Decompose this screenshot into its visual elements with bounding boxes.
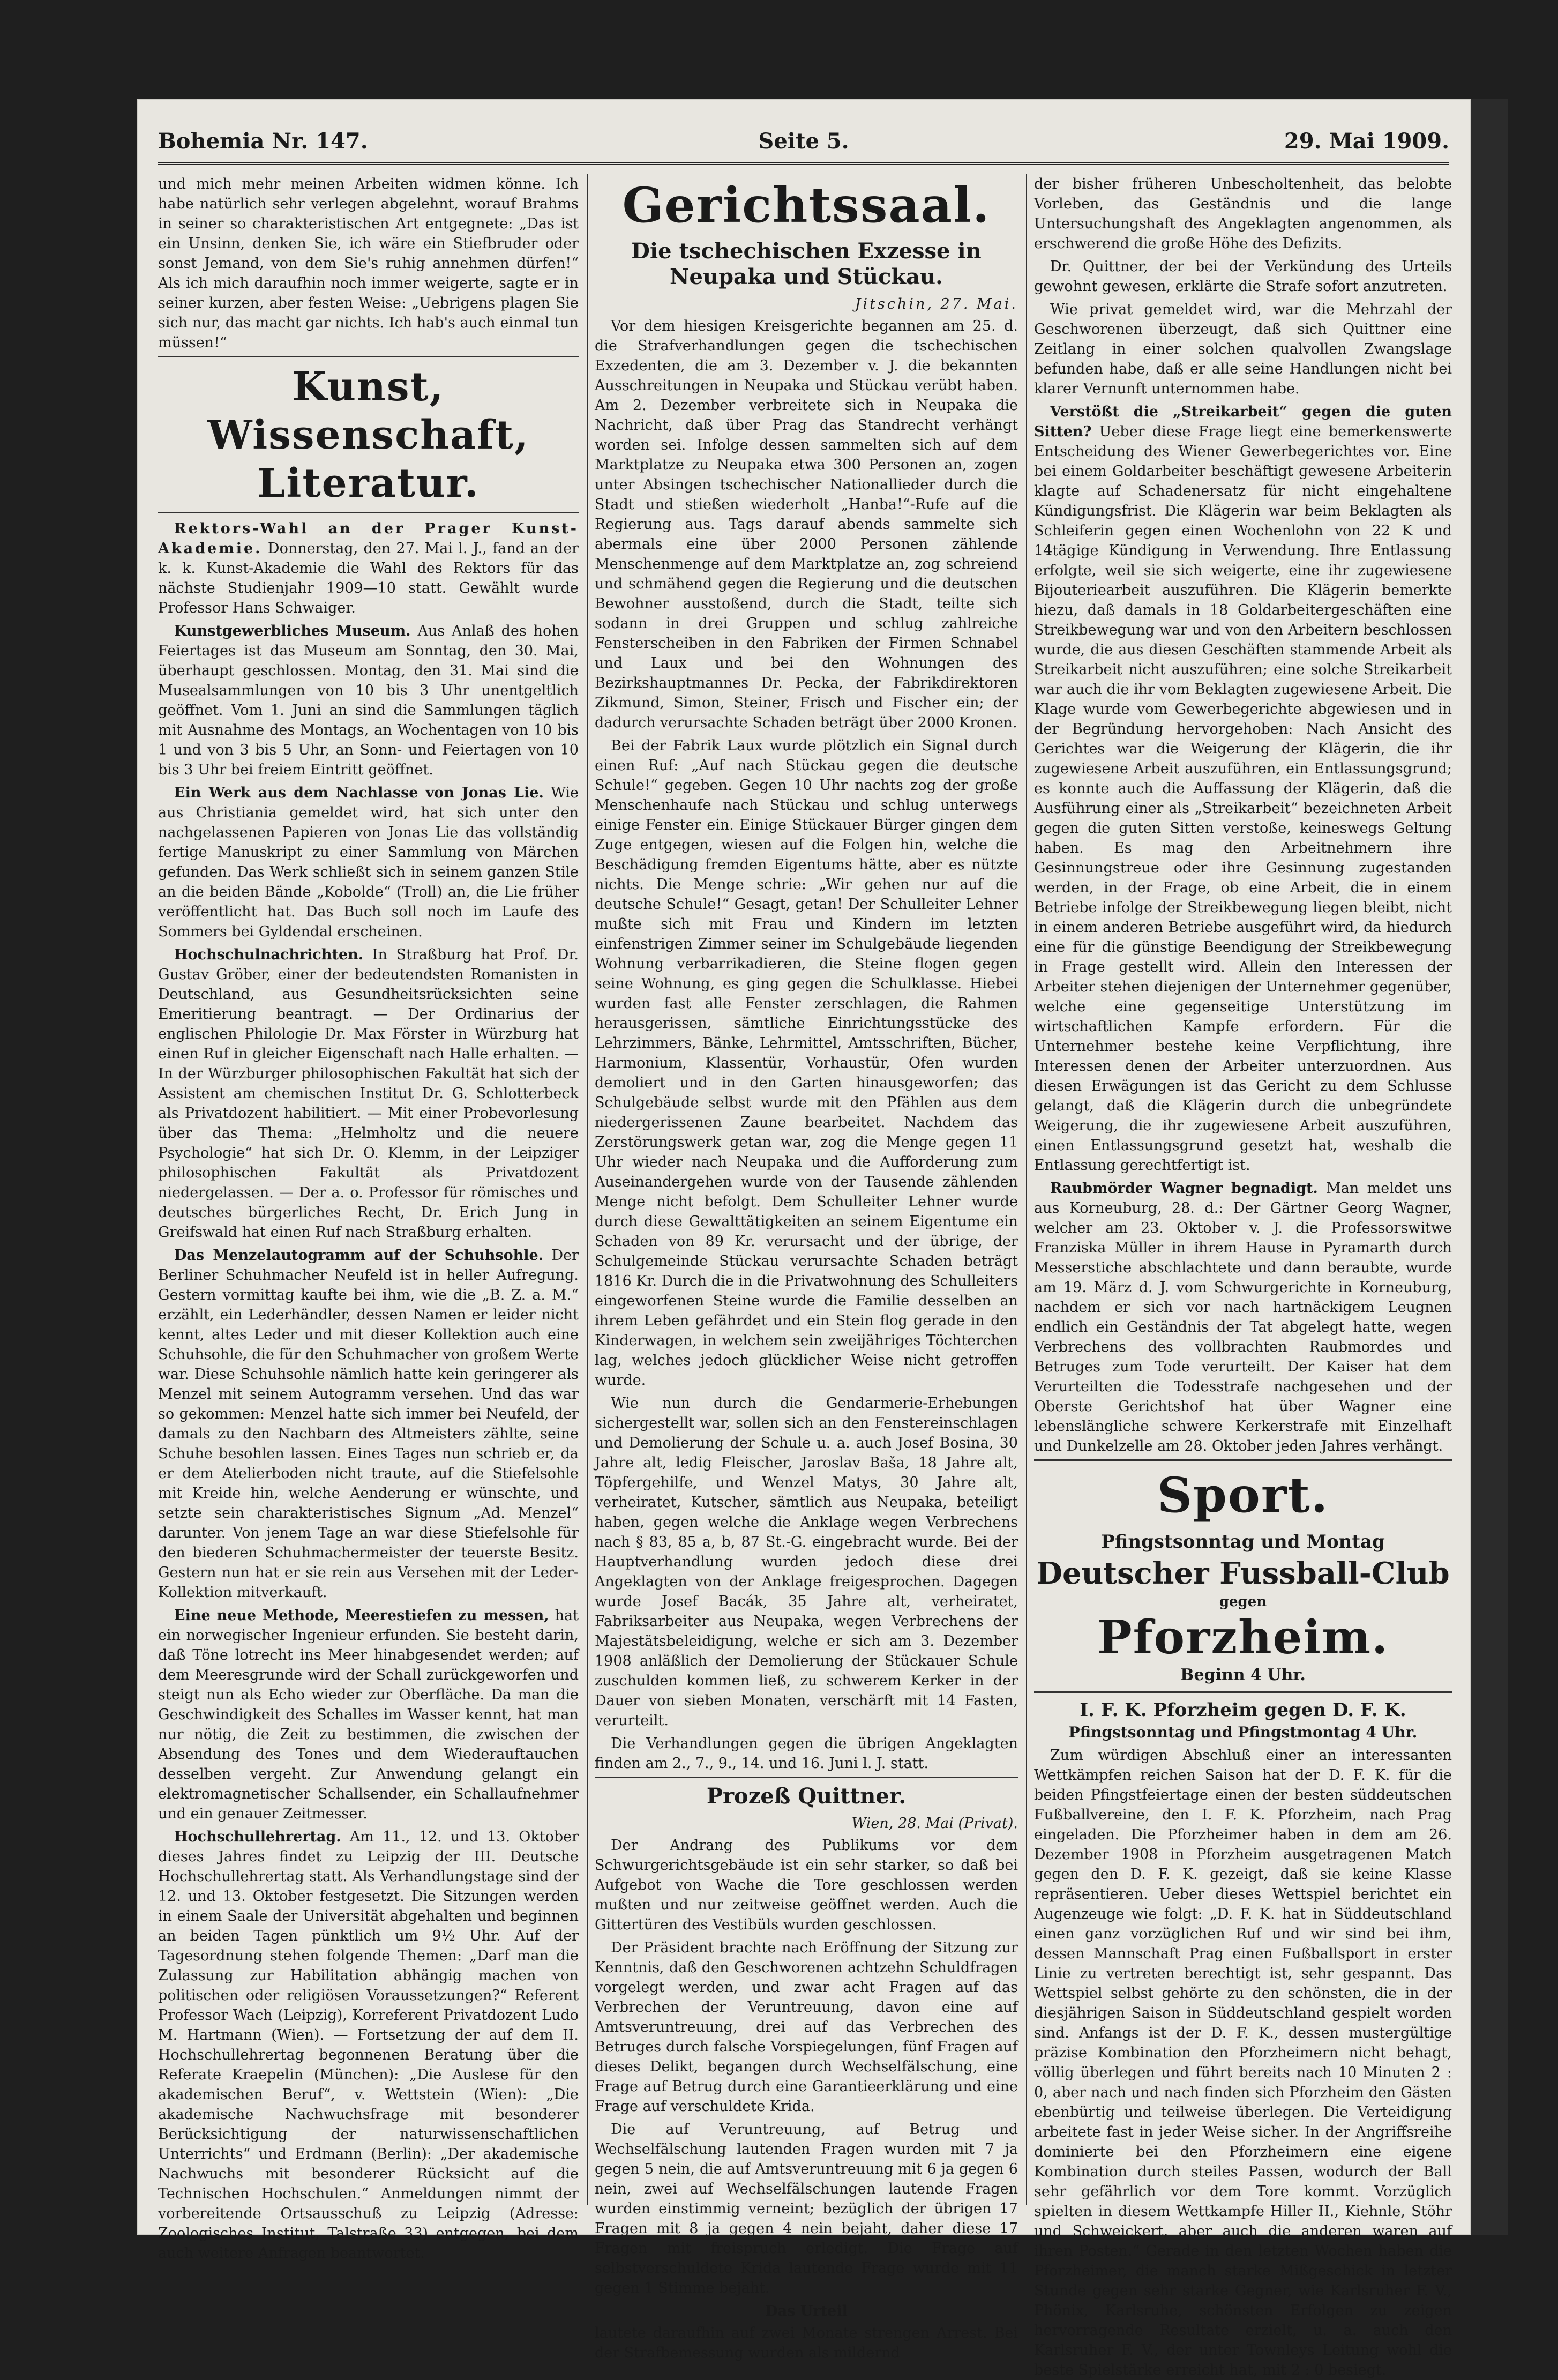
- article-paragraph: Vor dem hiesigen Kreisgerichte begannen am 25. d. die Strafverhandlungen gegen die tschechischen Exzedenten, die am 3. Dezember v. J. die bekannten Ausschreitungen in Neupaka und Stückau verübt haben. Am 2. Dezember verbreitete sich in Neupaka die Nachricht, daß über Prag das Standrecht verhängt worden sei. Infolge dessen sammelten sich auf dem Marktplatze zu Neupaka etwa 300 Personen an, zogen unter Absingen tschechischer Nationallieder durch die Stadt und stießen wiederholt „Hanba!“-Rufe auf die Regierung aus. Tags darauf abends sammelte sich abermals eine über 2000 Personen zählende Menschenmenge auf dem Marktplatze an, zog schreiend und schmähend gegen die Regierung und die deutschen Bewohner ausstoßend, durch die Stadt, teilte sich sodann in drei Gruppen und schlug zahlreiche Fensterscheiben in den Fabriken der Firmen Schnabel und Laux und bei den Wohnungen des Bezirkshauptmannes Dr. Pecka, der Fabrikdirektoren Zikmund, Simon, Steiner, Frisch und Fischer ein; der dadurch verursachte Schaden beträgt über 2000 Kronen.: [595, 318, 1018, 731]
- section-title-sport: Sport.: [1157, 1467, 1329, 1524]
- article-lead: Kunstgewerbliches Museum.: [174, 623, 411, 639]
- article-body: Aus Anlaß des hohen Feiertages ist das Museum am Sonntag, den 30. Mai, überhaupt geschlossen. Montag, den 31. Mai sind die Musealsammlungen von 10 bis 3 Uhr unentgeltlich geöffnet. Vom 1. Juni an sind die Sammlungen täglich mit Ausnahme des Montags, an Wochentagen von 10 bis 1 und von 3 bis 5 Uhr, an Sonn- und Feiertagen von 10 bis 3 Uhr bei freiem Eintritt geöffnet.: [158, 623, 579, 778]
- article-lead: Ein Werk aus dem Nachlasse von Jonas Lie.: [174, 785, 544, 801]
- headline-trial-quittner: Prozeß Quittner.: [706, 1784, 907, 1809]
- headline-match: I. F. K. Pforzheim gegen D. F. K.: [1080, 1699, 1406, 1721]
- article-sea-depth: [158, 1606, 579, 1824]
- newspaper-page: [137, 99, 1471, 2378]
- section-rule: [158, 356, 579, 357]
- article-body: Man meldet uns aus Korneuburg, 28. d.: Der Gärtner Georg Wagner, welcher am 23. Oktober v. J. die Professorswitwe Franziska Müller in ihrem Hause in Pyramarth durch Messerstiche abschlachtete und dann beraubte, wurde am 19. März d. J. vom Schwurgerichte in Korneuburg, nachdem er sich vor nach hartnäckigem Leugnen endlich ein Geständnis der Tat abgelegt hatte, wegen Verbrechens des vollbrachten Raubmordes und Betruges zum Tode verurteilt. Der Kaiser hat dem Verurteilten die Todesstrafe nachgesehen und der Oberste Gerichtshof hat über Wagner eine lebenslängliche schwere Kerkerstrafe mit Einzelhaft und Dunkelzelle am 28. Oktober jeden Jahres verhängt.: [1034, 1180, 1452, 1454]
- article-body: Am 11., 12. und 13. Oktober dieses Jahres findet zu Leipzig der III. Deutsche Hochschullehrertag statt. Als Verhandlungstage sind der 12. und 13. Oktober festgesetzt. Die Sitzungen werden in einem Saale der Universität abgehalten und beginnen an beiden Tagen pünktlich um 9½ Uhr. Auf der Tagesordnung stehen folgende Themen: „Darf man die Zulassung zur Habilitation abhängig machen von politischen oder religiösen Voraussetzungen?“ Referent Professor Wach (Leipzig), Korreferent Privatdozent Ludo M. Hartmann (Wien). — Fortsetzung der auf dem II. Hochschullehrertag begonnenen Beratung über die Referate Kraepelin (München): „Die Auslese für den akademischen Beruf“, v. Wettstein (Wien): „Die akademische Nachwuchsfrage mit besonderer Berücksichtigung der naturwissenschaftlichen Unterrichts“ und Erdmann (Berlin): „Der akademische Nachwuchs mit besonderer Rücksicht auf die Technischen Hochschulen.“ Anmeldungen nimmt der vorbereitende Ortsausschuß zu Leipzig (Adresse: Zoologisches Institut, Talstraße 33) entgegen, bei dem auch weitere Anfragen beantwortet.: [158, 1829, 579, 2262]
- article-museum: [158, 621, 579, 780]
- masthead: [158, 129, 1449, 161]
- headline-czech-excesses: Die tschechischen Exzesse in Neupaka und Stückau.: [631, 238, 982, 289]
- column-3: [1034, 174, 1452, 2378]
- section-rule: [595, 1777, 1018, 1778]
- section-rule: [1034, 1691, 1452, 1693]
- article-paragraph: Die auf Veruntreuung, auf Betrug und Wechselfälschung lautenden Fragen wurden mit 7 ja gegen 5 nein, die auf Amtsveruntreuung mit 6 ja gegen 6 nein, zwei auf Wechselfälschungen lautende Fragen wurden einstimmig verneint; bezüglich der übrigen 17 Fragen mit 8 ja gegen 4 nein bejaht, daher diese 17 Fragen mit freispruch erledigt. Die Frage auf selbstverschuldete Krida lautende Frage wurde mit 11 gegen 1 Stimme bejaht.: [595, 2121, 1018, 2296]
- article-lead: Das Menzelautogramm auf der Schuhsohle.: [174, 1247, 544, 1264]
- masthead-page-number: Seite 5.: [758, 129, 849, 154]
- article-paragraph: lautete daraufhin auf zwei Monate strengen Arrest. Bei der Strafbemessung wurden als mildernd: [595, 2325, 1018, 2361]
- column-divider: [1026, 174, 1027, 2205]
- article-body: Ueber diese Frage liegt eine bemerkenswerte Entscheidung des Wiener Gewerbegerichtes vor. Eine bei einem Goldarbeiter beschäftigt gewesene Arbeiterin klagte auf Schadenersatz für nicht eingehaltene Kündigungsfrist. Die Klägerin war beim Beklagten als Schleiferin gegen einen Wochenlohn von 22 K und 14tägige Kündigung in Verwendung. Ihre Entlassung erfolgte, weil sie sich weigerte, eine ihr zugewiesene Bijouteriearbeit auszuführen. Die Klägerin bemerkte hiezu, daß damals in 18 Goldarbeitergeschäften eine Streikbewegung war und von den Arbeitern beschlossen wurde, die aus diesen Geschäften stammende Arbeit als Streikarbeit nicht auszuführen; eine solche Streikarbeit war auch die ihr vom Beklagten zugewiesene Arbeit. Die Klage wurde vom Gewerbegerichte abgewiesen und in der Begründung hervorgehoben: Nach Ansicht des Gerichtes war die Weigerung der Klägerin, die ihr zugewiesene Arbeit auszuführen, ein Entlassungsgrund; es konnte auch die Auffassung der Klägerin, daß die Ausführung einer als „Streikarbeit“ bezeichneten Arbeit gegen die guten Sitten verstoße, keineswegs Geltung haben. Es mag den Arbeitnehmern ihre Gesinnungstreue oder ihre Gesinnung zugestanden werden, in der Frage, ob eine Arbeit, die in einem Betriebe infolge der Streikbewegung liegen bleibt, nicht in einem anderen Betriebe ausgeführt wird, da hiedurch eine für die günstige Beendigung der Streikbewegung in Frage gestellt wird. Allein den Interessen der Arbeiter stehen diejenigen der Unternehmer gegenüber, welche eine gegenseitige Unterstützung im wirtschaftlichen Kampfe erfordern. Für die Unternehmer bestehe keine Verpflichtung, ihre Interessen denen der Arbeiter unterzuordnen. Aus diesen Erwägungen ist das Gericht zu dem Schlusse gelangt, daß die Klägerin durch die unbegründete Weigerung, die ihr zugewiesene Arbeit auszuführen, einen Entlassungsgrund gesetzt hat, weshalb die Entlassung gerechtfertigt ist.: [1034, 423, 1452, 1174]
- article-lead: Hochschulnachrichten.: [174, 946, 364, 963]
- article-paragraph: Der Andrang des Publikums vor dem Schwurgerichtsgebäude ist ein sehr starker, so daß bei Aufgebot von Wache die Tore geschlossen werden mußten und nur zeitweise geöffnet werden. Auch die Gittertüren des Vestibüls wurden geschlossen.: [595, 1837, 1018, 1933]
- ad-club-name: Deutscher Fussball-Club: [1036, 1556, 1450, 1591]
- article-menzel-autograph: [158, 1245, 579, 1602]
- article-continuation: und mich mehr meinen Arbeiten widmen könne. Ich habe natürlich sehr verlegen abgelehnt, worauf Brahms in seiner so charakteristischen Art entgegnete: „Das ist ein Unsinn, denken Sie, ich wäre ein Stiefbruder oder sonst Jemand, von dem Sie's ruhig annehmen dürfen!“ Als ich mich daraufhin noch immer weigerte, sagte er in seiner kurzen, aber festen Weise: „Uebrigens plagen Sie sich nur, das macht gar nichts. Ich hab's auch einmal tun müssen!“: [158, 176, 579, 351]
- article-strike-work: [1034, 402, 1452, 1175]
- section-title-court: Gerichtssaal.: [622, 177, 991, 234]
- article-paragraph: Der Präsident brachte nach Eröffnung der Sitzung zur Kenntnis, daß den Geschworenen achtzehn Schuldfragen vorgelegt werden, und zwar acht Fragen auf das Verbrechen der Veruntreuung, davon eine auf Amtsveruntreuung, drei auf das Verbrechen des Betruges durch falsche Vorspiegelungen, fünf Fragen auf dieses Delikt, begangen durch Wechselfälschung, eine Frage auf Betrug durch eine Garantieerklärung und eine Frage auf verschuldete Krida.: [595, 1939, 1018, 2115]
- article-paragraph: Dr. Quittner, der bei der Verkündung des Urteils gewohnt gewesen, erklärte die Strafe sofort anzutreten.: [1034, 258, 1452, 295]
- article-paragraph: Die Verhandlungen gegen die übrigen Angeklagten finden am 2., 7., 9., 14. und 16. Juni l. J. statt.: [595, 1735, 1018, 1772]
- column-1: [158, 174, 579, 2262]
- article-paragraph: Wie nun durch die Gendarmerie-Erhebungen sichergestellt war, sollen sich an den Fenstereinschlagen und Demolierung der Schule u. a. auch Josef Bosina, 30 Jahre alt, ledig Fleischer, Jaroslav Baša, 18 Jahre alt, Töpfergehilfe, und Wenzel Matys, 30 Jahre alt, verheiratet, Kutscher, sämtlich aus Neupaka, beteiligt haben, gegen welche die Anklage wegen Verbrechens nach § 83, 85 a, b, 87 St.-G. eingebracht wurde. Bei der Hauptverhandlung wurden jedoch diese drei Angeklagten von der Anklage freigesprochen. Dagegen wurde Josef Bacák, 35 Jahre alt, verheiratet, Fabriksarbeiter aus Neupaka, wegen Verbrechens der Majestätsbeleidigung, welche er sich am 3. Dezember 1908 anläßlich der Demolierung der Stückauer Schule zuschulden kommen ließ, zu schwerem Kerker in der Dauer von sieben Monaten, verschärft mit 14 Fasten, verurteilt.: [595, 1395, 1018, 1729]
- article-lead: Rektors-Wahl an der Prager Kunst-Akademie.: [158, 520, 579, 557]
- article-university-news: [158, 945, 579, 1242]
- ad-date-line: Pfingstsonntag und Montag: [1101, 1531, 1385, 1553]
- article-lead: Verstößt die „Streikarbeit“ gegen die guten Sitten?: [1034, 404, 1452, 440]
- article-body: In Straßburg hat Prof. Dr. Gustav Gröber, einer der bedeutendsten Romanisten in Deutschland, aus Gesundheitsrücksichten seine Emeritierung beantragt. — Der Ordinarius der englischen Philologie Dr. Max Förster in Würzburg hat einen Ruf in gleicher Eigenschaft nach Halle erhalten. — In der Würzburger philosophischen Fakultät hat sich der Assistent am chemischen Institut Dr. G. Schlotterbeck als Privatdozent habilitiert. — Mit einer Probevorlesung über das Thema: „Helmholtz und die neuere Psychologie“ hat sich Dr. O. Klemm, in der Leipziger philosophischen Fakultät als Privatdozent niedergelassen. — Der a. o. Professor für römisches und deutsches bürgerliches Recht, Dr. Erich Jung in Greifswald hat einen Ruf nach Straßburg erhalten.: [158, 946, 579, 1241]
- section-rule: [1034, 1459, 1452, 1461]
- dateline: Wien, 28. Mai (Privat).: [851, 1815, 1018, 1832]
- masthead-date: 29. Mai 1909.: [1284, 129, 1449, 154]
- article-paragraph: Wie privat gemeldet wird, war die Mehrzahl der Geschworenen überzeugt, daß sich Quittner eine Zeitlang in einer solchen qualvollen Zwangslage befunden habe, daß er alle seine Handlungen nicht bei klarer Vernunft unternommen habe.: [1034, 301, 1452, 397]
- football-advertisement: [1034, 1530, 1452, 1686]
- subheadline-match-dates: Pfingstsonntag und Pfingstmontag 4 Uhr.: [1068, 1724, 1418, 1741]
- column-2: [595, 174, 1018, 2361]
- article-paragraph: Zum würdigen Abschluß einer an interessanten Wettkämpfen reichen Saison hat der D. F. K. für die beiden Pfingstfeiertage einen der besten süddeutschen Fußballvereine, den I. F. K. Pforzheim, nach Prag eingeladen. Die Pforzheimer haben in dem am 26. Dezember 1908 in Pforzheim ausgetragenen Match gegen den D. F. K. gezeigt, daß sie keine Klasse repräsentieren. Ueber dieses Wettspiel berichtet ein Augenzeuge wie folgt: „D. F. K. hat in Süddeutschland einen ganz vorzüglichen Ruf und wir sind bei ihm, dessen Mannschaft Prag einen Fußballsport in erster Linie zu vertreten berechtigt ist, sehr gespannt. Das Wettspiel selbst gehörte zu den schönsten, die in der diesjährigen Saison in Süddeutschland gespielt worden sind. Anfangs ist der D. F. K., dessen mustergültige präzise Kombination den Pforzheimern nicht behagt, völlig überlegen und führt bereits nach 10 Minuten 2 : 0, aber nach und nach finden sich Pforzheim den Gästen ebenbürtig und teilweise überlegen. Die Verteidigung arbeitete fast in jeder Weise sicher. In der Angriffsreihe dominierte bei den Pforzheimern eine eigene Kombination durch steiles Passen, wodurch der Ball sehr gefährlich vor dem Tore kommt. Vorzüglich spielten in diesem Wettkampfe Hiller II., Kiehnle, Stöhr und Schweickert, aber auch die anderen waren auf ihren Posten.“ Gerade in den letzten Wochen haben die Pforzheimer, die manch starke Mißgeschick in letzter Stunde gegen sehr starke Gegner, wie Karlsruher F. V., Phönix, Karlsruhe, schönsten Erfolgen zu zeigen hervorragende Resultate erzielt, u. a. auch den Karlsruher F. V., der unter Townleys Leitung wohl die beste Spielstärke erreicht hat, mit 2 : 0 besiegt.: [1034, 1747, 1452, 2378]
- article-rector-election: [158, 519, 579, 618]
- article-continuation: der bisher früheren Unbescholtenheit, das belobte Vorleben, das Geständnis und die lange Untersuchungshaft des Angeklagten angenommen, als erschwerend die große Höhe des Defizits.: [1034, 176, 1452, 252]
- section-rule: [158, 512, 579, 513]
- ad-start-time: Beginn 4 Uhr.: [1180, 1666, 1306, 1684]
- article-body: Wie aus Christiania gemeldet wird, hat sich unter den nachgelassenen Papieren von Jonas Lie das vollständig fertige Manuskript zu einer Sammlung von Märchen gefunden. Das Werk schließt sich in seinem ganzen Stile an die beiden Bände „Kobolde“ (Troll) an, die Lie früher veröffentlicht hat. Das Buch soll noch im Laufe des Sommers bei Gyldendal erscheinen.: [158, 785, 579, 940]
- article-paragraph: Bei der Fabrik Laux wurde plötzlich ein Signal durch einen Ruf: „Auf nach Stückau gegen die deutsche Schule!“ gegeben. Gegen 10 Uhr nachts zog der große Menschenhaufe nach Stückau und schlug unterwegs einige Fenster ein. Einige Stückauer Bürger gingen dem Zuge entgegen, wiesen auf die Folgen hin, welche die Beschädigung fremden Eigentums hätte, aber es nützte nichts. Die Menge schrie: „Wir gehen nur auf die deutsche Schule!“ Gesagt, getan! Der Schulleiter Lehner mußte sich mit Frau und Kindern im letzten einfenstrigen Zimmer seiner im Schulgebäude liegenden Wohnung verbarrikadieren, die Steine flogen gegen seine Wohnung, es ging gegen die Schulklasse. Hiebei wurden fast alle Fenster zerschlagen, die Rahmen herausgerissen, sämtliche Einrichtungsstücke des Lehrzimmers, Bänke, Lehrmittel, Amtsschriften, Bücher, Harmonium, Klassentür, Vorhaustür, Ofen wurden demoliert und in den Garten hinausgeworfen; das Schulgebäude selbst wurde mit den Pfählen aus dem niedergerissenen Zaune bearbeitet. Nachdem das Zerstörungswerk getan war, zog die Menge gegen 11 Uhr wieder nach Neupaka und die Aufforderung zum Auseinandergehen wurde von der Tausende zählenden Menge nicht befolgt. Dem Schulleiter Lehner wurde durch diese Gewalttätigkeiten an seinem Eigentume ein Schaden von 89 Kr. verursacht und der übrige, der Schulgemeinde Stückau verursachte Schaden beträgt 1816 Kr. Durch die in die Privatwohnung des Schulleiters eingeworfenen Steine wurde die Familie desselben an ihrem Leben gefährdet und ein Stein flog gerade in den Kinderwagen, in welchem sein zweijähriges Töchterchen lag, welches jedoch glücklicher Weise nicht getroffen wurde.: [595, 737, 1018, 1389]
- article-body: Donnerstag, den 27. Mai l. J., fand an der k. k. Kunst-Akademie die Wahl des Rektors für das nächste Studienjahr 1909—10 statt. Gewählt wurde Professor Hans Schwaiger.: [158, 540, 579, 616]
- article-lead: Hochschullehrertag.: [174, 1829, 341, 1845]
- column-divider: [587, 174, 588, 2205]
- section-title-arts: Kunst, Wissenschaft, Literatur.: [207, 364, 529, 506]
- article-body: hat ein norwegischer Ingenieur erfunden. Sie besteht darin, daß Töne lotrecht ins Meer hinabgesendet werden; auf dem Meeresgrunde wird der Schall zurückgeworfen und steigt nun als Echo wieder zur Oberfläche. Da man die Geschwindigkeit des Schalles im Wasser kennt, hat man nur nötig, die Zeit zu bestimmen, die zwischen der Absendung des Tones und dem Wiederauftauchen desselben vergeht. Zur Anwendung gelangt ein elektromagnetischer Schallsender, ein Schallaufnehmer und ein genauer Zeitmesser.: [158, 1607, 579, 1822]
- masthead-rule: [158, 162, 1449, 165]
- article-lead: Eine neue Methode, Meerestiefen zu messen,: [174, 1607, 549, 1624]
- ad-versus: gegen: [1219, 1594, 1267, 1610]
- article-jonas-lie: [158, 783, 579, 942]
- article-lead: Raubmörder Wagner begnadigt.: [1050, 1180, 1318, 1197]
- article-body: Der Berliner Schuhmacher Neufeld ist in heller Aufregung. Gestern vormittag kaufte bei ihm, wie die „B. Z. a. M.“ erzählt, ein Lederhändler, dessen Namen er leider nicht kennt, altes Leder und mit dieser Kollektion auch eine Schuhsohle, die für den Schuhmacher von großem Werte war. Diese Schuhsohle nämlich hatte kein geringerer als Menzel mit seinem Autogramm versehen. Und das war so gekommen: Menzel hatte sich immer bei Neufeld, der damals zu den Nachbarn des Altmeisters zählte, seine Schuhe besohlen lassen. Eines Tages nun schrieb er, da er dem Atelierboden nicht traute, auf die Stiefelsohle mit Kreide hin, welche Aenderung er wünschte, und setzte sein charakteristisches Signum „Ad. Menzel“ darunter. Von jenem Tage an war diese Stiefelsohle für den biederen Schuhmachermeister der teuerste Besitz. Gestern nun hat er sie rein aus Versehen mit der Leder-Kollektion mitverkauft.: [158, 1247, 579, 1601]
- ad-opponent: Pforzheim.: [1097, 1610, 1389, 1665]
- dateline: Jitschin, 27. Mai.: [855, 296, 1018, 312]
- masthead-issue: Bohemia Nr. 147.: [158, 129, 368, 154]
- article-university-teachers-day: [158, 1827, 579, 2263]
- scan-edge: [1471, 99, 1508, 2235]
- subheading-verdict: Das Urteil: [765, 2303, 848, 2319]
- article-wagner-pardoned: [1034, 1178, 1452, 1456]
